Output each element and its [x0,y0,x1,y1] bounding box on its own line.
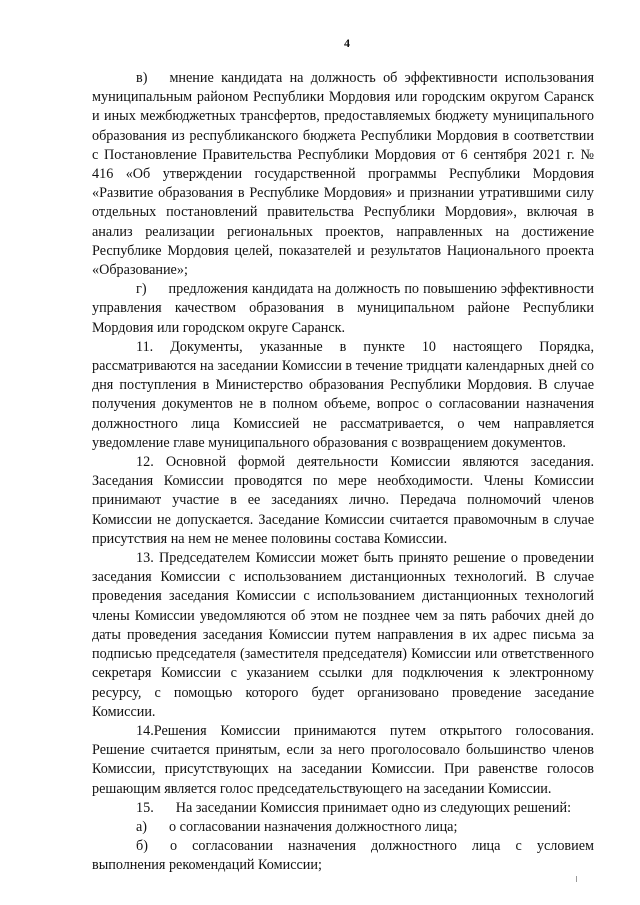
clause-number: 12. [136,454,154,471]
item-marker: б) [136,838,148,855]
clause-number: 11. [136,338,154,355]
paragraph-text: На заседании Комиссия принимает одно из следующих решений: [175,799,572,816]
page-number: 4 [344,36,350,50]
paragraph-item-a [92,818,594,837]
paragraph-text: о согласовании назначения должностного лица; [169,818,458,835]
paragraph-item-v [92,69,594,280]
item-marker: а) [136,818,148,835]
paragraph-clause-13 [92,549,594,722]
paragraph-text: Председателем Комиссии может быть принято решение о проведении заседания Комиссии с использованием дистанционных технологий. В случае проведения заседания Комиссии с использованием дистанционных технологий члены Комиссии уведомляются об этом не позднее чем за пять рабочих дней до даты проведения заседания Комиссии путем направления в их адрес письма за подписью председателя (заместителя председателя) Комиссии или ответственного секретаря Комиссии с указанием ссылки для подключения к электронному ресурсу, с помощью которого будет организовано проведение заседание Комиссии. [92,550,595,720]
paragraph-clause-15 [92,799,594,818]
item-marker: в) [136,70,148,86]
clause-number: 14. [136,722,154,739]
paragraph-text: Решения Комиссии принимаются путем открытого голосования. Решение считается принятым, если за него проголосовало большинство членов Комиссии, присутствующих на заседании Комиссии. При равенстве голосов решающим является голос председательствующего на заседании Комиссии. [92,722,594,797]
clause-number: 13. [136,550,154,567]
paragraph-text: предложения кандидата на должность по повышению эффективности управления качеством образования в муниципальном районе Республики Мордовия или городском округе Саранск. [92,281,594,336]
scan-edge-mark [576,876,577,882]
paragraph-clause-11 [92,338,594,453]
paragraph-clause-12 [92,453,594,549]
clause-number: 15. [136,799,154,816]
paragraph-clause-14 [92,722,594,799]
paragraph-text: мнение кандидата на должность об эффективности использования муниципальным районом Республики Мордовия или городским округом Саранск и иных межбюджетных трансфертов, предоставляемых бюджету муниципального образования из республиканского бюджета Республики Мордовия в соответствии с Постановление Правительства Республики Мордовия от 6 сентября 2021 г. № 416 «Об утверждении государственной программы Республики Мордовия «Развитие образования в Республике Мордовия» и признании утратившими силу отдельных постановлений правительства Республики Мордовия», включая в анализ реализации региональных проектов, направленных на достижение Республике Мордовия целей, показателей и результатов Национального проекта «Образование»; [92,70,594,279]
paragraph-text: Основной формой деятельности Комиссии являются заседания. Заседания Комиссии проводятся по мере необходимости. Члены Комиссии принимают участие в ее заседаниях лично. Передача полномочий членов Комиссии не допускается. Заседание Комиссии считается правомочным в случае присутствия на нем не менее половины состава Комиссии. [92,454,594,547]
item-marker: г) [136,281,147,298]
paragraph-text: Документы, указанные в пункте 10 настоящего Порядка, рассматриваются на заседании Комиссии в течение тридцати календарных дней со дня поступления в Министерство образования Республики Мордовия. В случае получения документов не в полном объеме, вопрос о согласовании назначения должностного лица Комиссией не рассматривается, о чем направляется уведомление главе муниципального образования с возвращением документов. [92,338,594,451]
paragraph-item-g [92,280,594,338]
paragraph-text: о согласовании назначения должностного лица с условием выполнения рекомендаций Комиссии; [92,838,594,874]
paragraph-item-b [92,837,594,875]
